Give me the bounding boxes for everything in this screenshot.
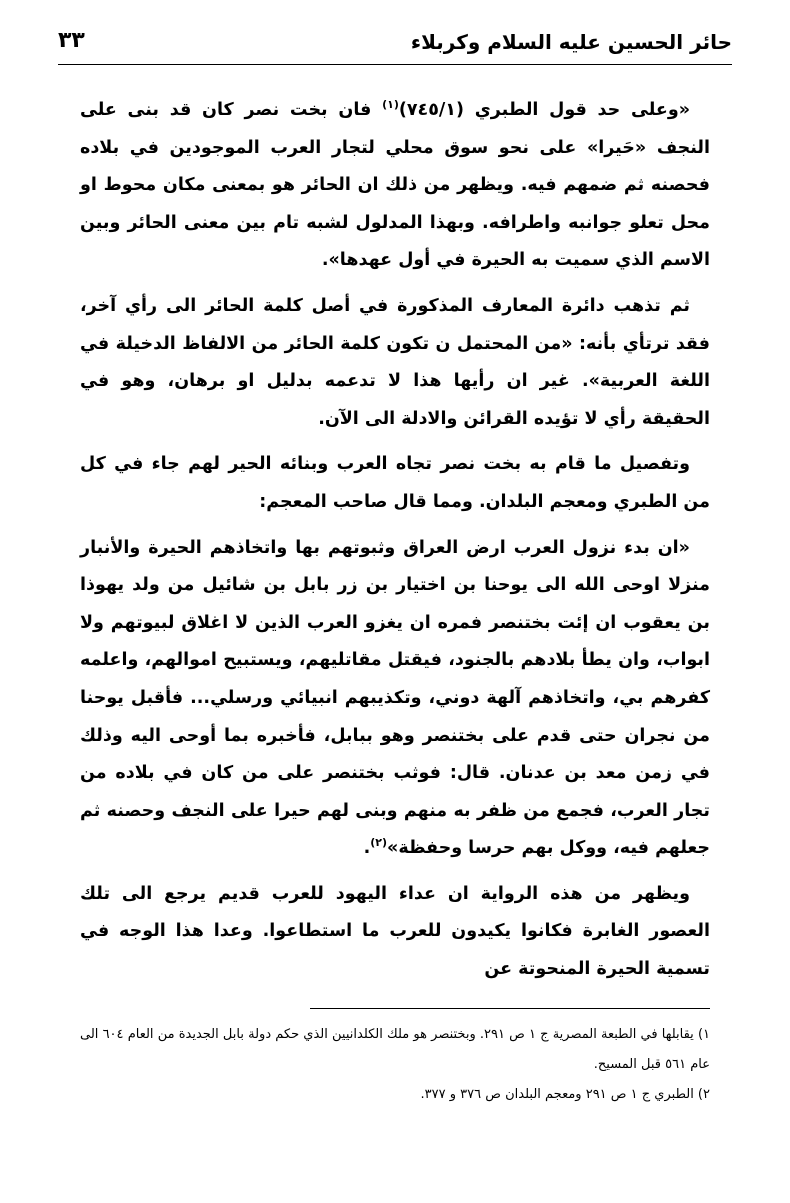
footnotes bbox=[80, 1020, 710, 1110]
footnote-rule bbox=[310, 1008, 710, 1009]
body-text bbox=[80, 92, 710, 997]
paragraph-5: ويظهر من هذه الرواية ان عداء اليهود للعرب قديم يرجع الى تلك العصور الغابرة فكانوا يكيدون للعرب ما استطاعوا. وعدا هذا الوجه في تسمية الحيرة المنحوتة عن bbox=[80, 883, 710, 980]
paragraph-1-start: «وعلى حد قول الطبري (٧٤٥/١) bbox=[398, 100, 690, 120]
header-rule bbox=[58, 64, 732, 65]
paragraph-4-text: «ان بدء نزول العرب ارض العراق وثبوتهم بها واتخاذهم الحيرة والأنبار منزلا اوحى الله الى يوحنا بن اختيار بن زر بابل بن شائيل من ولد يهوذا بن يعقوب ان إئت بختنصر فمره ان يغزو العرب الذين لا اغلاق لبيوتهم ولا ابواب، وان يطأ بلادهم بالجنود، فيقتل مقاتليهم، ويستبيح اموالهم، واعلمه كفرهم بي، واتخاذهم آلهة دوني، وتكذيبهم انبيائي ورسلي... فأقبل يوحنا من نجران حتى قدم على بختنصر وهو ببابل، فأخبره بما أوحى اليه وذلك في زمن معد بن عدنان. قال: فوثب بختنصر على من كان في بلاده من تجار العرب، فجمع من ظفر به منهم وبنى لهم حيرا على النجف وحصنه ثم جعلهم فيه، ووكل بهم حرسا وحفظة» bbox=[80, 537, 710, 859]
paragraph-2: ثم تذهب دائرة المعارف المذكورة في أصل كلمة الحائر الى رأي آخر، فقد ترتأي بأنه: «من المحتمل ن تكون كلمة الحائر من الالفاظ الدخيلة في اللغة العربية». غير ان رأيها هذا لا تدعمه بدليل او برهان، وهو في الحقيقة رأي لا تؤيده القرائن والادلة الى الآن. bbox=[80, 295, 710, 429]
running-title: حائر الحسين عليه السلام وكربلاء bbox=[410, 30, 732, 54]
page-number: ٣٣ bbox=[58, 28, 85, 53]
footnote-1: ١) يقابلها في الطبعة المصرية ج ١ ص ٢٩١. وبختنصر هو ملك الكلدانيين الذي حكم دولة بابل الجديدة من العام ٦٠٤ الى عام ٥٦١ قبل المسيح. bbox=[80, 1027, 710, 1072]
footnote-2: ٢) الطبري ج ١ ص ٢٩١ ومعجم البلدان ص ٣٧٦ و ٣٧٧. bbox=[420, 1087, 710, 1102]
footnote-ref-1: (١) bbox=[382, 98, 399, 112]
footnote-ref-2: (٢) bbox=[370, 836, 388, 850]
paragraph-1-rest: فان بخت نصر كان قد بنى على النجف «حَيرا» على نحو سوق محلي لتجار العرب الموجودين في بلاده فحصنه ثم ضمهم فيه. ويظهر من ذلك ان الحائر هو بمعنى مكان محوط او محل تعلو جوانبه واطرافه. وبهذا المدلول لشبه تام بين معنى الحائر وبين الاسم الذي سميت به الحيرة في أول عهدها». bbox=[80, 100, 710, 271]
paragraph-4-quote bbox=[80, 530, 710, 868]
paragraph-1 bbox=[80, 92, 710, 280]
page-header bbox=[58, 22, 732, 62]
paragraph-4-end: . bbox=[363, 838, 371, 859]
paragraph-3: وتفصيل ما قام به بخت نصر تجاه العرب وبنائه الحير لهم جاء في كل من الطبري ومعجم البلدان. ومما قال صاحب المعجم: bbox=[80, 454, 710, 512]
